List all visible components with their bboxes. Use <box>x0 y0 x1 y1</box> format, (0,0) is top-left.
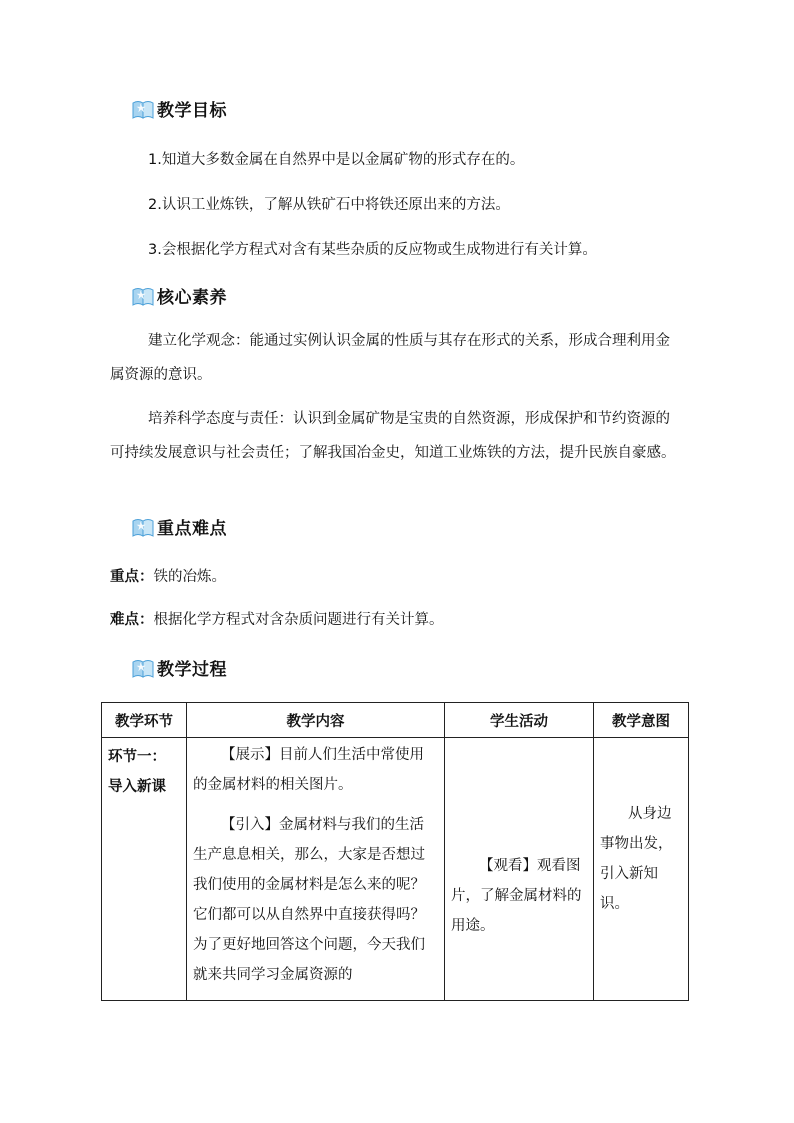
key-point <box>110 566 226 588</box>
goal-item: 3.会根据化学方程式对含有某些杂质的反应物或生成物进行有关计算。 <box>148 242 597 258</box>
section-title: 教学过程 <box>157 660 227 680</box>
table-row <box>102 738 689 1001</box>
intent-text: 从身边事物出发，引入新知识。 <box>600 806 673 912</box>
key-text: 铁的冶炼。 <box>153 569 226 585</box>
column-header: 教学意图 <box>594 703 689 738</box>
content-paragraph: 【引入】金属材料与我们的生活生产息息相关，那么，大家是否想过我们使用的金属材料是怎么来的呢？它们都可以从自然界中直接获得吗？为了更好地回答这个问题，今天我们就来共同学习金属资源的 <box>193 817 425 983</box>
intent-cell <box>594 738 689 1001</box>
book-icon <box>132 286 154 306</box>
section-heading-process <box>132 655 227 680</box>
goal-item: 2.认识工业炼铁，了解从铁矿石中将铁还原出来的方法。 <box>148 197 510 213</box>
table-header-row <box>102 703 689 738</box>
activity-cell <box>445 738 594 1001</box>
activity-text: 【观看】观看图片，了解金属材料的用途。 <box>451 858 582 934</box>
section-heading-literacy <box>132 283 227 308</box>
content-paragraph: 【展示】目前人们生活中常使用的金属材料的相关图片。 <box>193 747 424 793</box>
hard-label: 难点： <box>110 612 154 628</box>
section-title: 核心素养 <box>157 288 227 308</box>
process-table <box>101 702 689 1001</box>
content-cell <box>187 738 445 1001</box>
stage-text: 环节一：导入新课 <box>108 749 166 795</box>
section-heading-keypoints <box>132 514 227 539</box>
column-header: 教学内容 <box>187 703 445 738</box>
literacy-paragraph-2: 培养科学态度与责任：认识到金属矿物是宝贵的自然资源，形成保护和节约资源的可持续发展意识与社会责任；了解我国冶金史，知道工业炼铁的方法，提升民族自豪感。 <box>110 411 676 461</box>
book-icon <box>132 517 154 537</box>
book-icon <box>132 658 154 678</box>
column-header: 学生活动 <box>445 703 594 738</box>
section-title: 教学目标 <box>157 101 227 121</box>
key-label: 重点： <box>110 569 154 585</box>
literacy-paragraph-1: 建立化学观念：能通过实例认识金属的性质与其存在形式的关系，形成合理利用金属资源的意识。 <box>110 333 670 383</box>
hard-point <box>110 609 444 631</box>
hard-text: 根据化学方程式对含杂质问题进行有关计算。 <box>153 612 444 628</box>
section-heading-goals <box>132 96 227 121</box>
book-icon <box>132 99 154 119</box>
stage-cell <box>102 738 187 1001</box>
section-title: 重点难点 <box>157 519 227 539</box>
goal-item: 1.知道大多数金属在自然界中是以金属矿物的形式存在的。 <box>148 152 525 168</box>
column-header: 教学环节 <box>102 703 187 738</box>
